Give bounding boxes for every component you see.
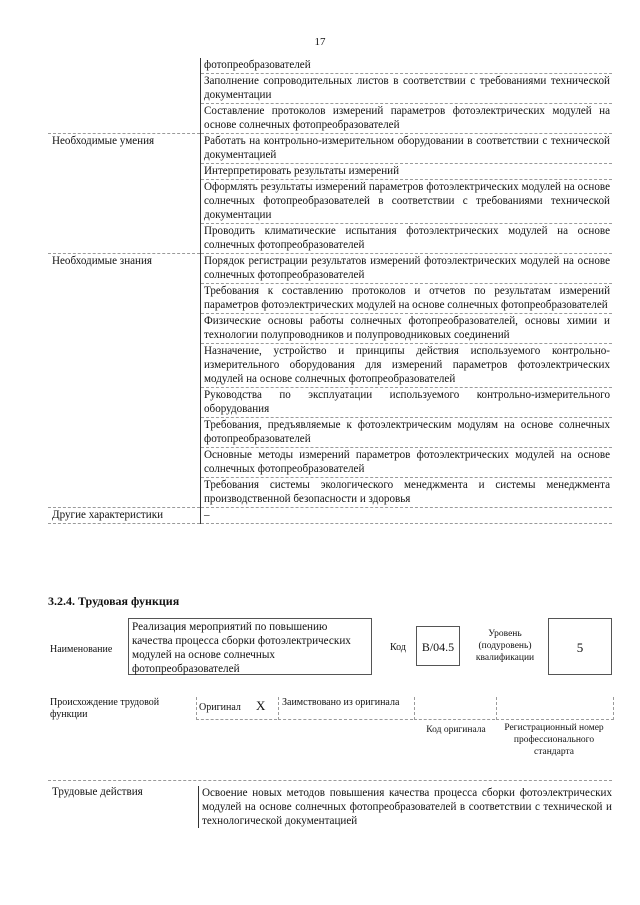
reg-number-cell [496, 697, 614, 720]
competency-group-label [48, 314, 201, 344]
competency-row [48, 104, 612, 134]
competency-group-label [48, 418, 201, 448]
competency-text: Руководства по эксплуатации используемого контрольно-измерительного оборудования [201, 388, 613, 418]
page-number: 17 [314, 36, 326, 48]
competency-row [48, 478, 612, 508]
competency-text: Назначение, устройство и принципы действия используемого контрольно-измерительного оборудования для измерений параметров фотоэлектрических модулей на основе солнечных фотопреобразователей [201, 344, 613, 388]
competency-text: Интерпретировать результаты измерений [201, 164, 613, 180]
competency-group-label [48, 58, 201, 74]
competency-row [48, 180, 612, 224]
competency-group-label [48, 74, 201, 104]
function-name: Реализация мероприятий по повышению качества процесса сборки фотоэлектрических модулей на основе солнечных фотопреобразователей [128, 618, 372, 675]
competency-text: Физические основы работы солнечных фотопреобразователей, основы химии и технологии полупроводников и полупроводниковых соединений [201, 314, 613, 344]
competencies-table [48, 58, 612, 524]
competency-text: Проводить климатические испытания фотоэлектрических модулей на основе солнечных фотопреобразователей [201, 224, 613, 254]
competency-group-label [48, 388, 201, 418]
competency-row [48, 58, 612, 74]
code-original-cell [414, 697, 495, 720]
competency-row [48, 284, 612, 314]
original-label: Оригинал [199, 702, 241, 713]
competency-row [48, 388, 612, 418]
competency-row [48, 418, 612, 448]
competency-group-label [48, 180, 201, 224]
competency-text: Работать на контрольно-измерительном оборудовании в соответствии с технической документацией [201, 134, 613, 164]
competency-text: Требования, предъявляемые к фотоэлектрическим модулям на основе солнечных фотопреобразователей [201, 418, 613, 448]
competency-group-label [48, 104, 201, 134]
original-mark: X [256, 698, 266, 713]
name-label: Наименование [50, 644, 113, 655]
competency-text: Требования системы экологического менеджмента и системы менеджмента производственной безопасности и здоровья [201, 478, 613, 508]
borrowed-label: Заимствовано из оригинала [282, 697, 400, 708]
competency-row [48, 508, 612, 524]
competency-text: Оформлять результаты измерений параметров фотоэлектрических модулей на основе солнечных фотопреобразователей в соответствии с требованиями технической документации [201, 180, 613, 224]
competency-row [48, 134, 612, 164]
level-label: Уровень (подуровень) квалификации [475, 629, 535, 663]
competency-text: Требования к составлению протоколов и отчетов по результатам измерений параметров фотоэлектрических модулей на основе солнечных фотопреобразователей [201, 284, 613, 314]
code-original-label: Код оригинала [426, 725, 486, 735]
competency-group-label: Необходимые знания [52, 255, 153, 267]
origin-label: Происхождение трудовой функции [50, 697, 160, 720]
competency-text: Заполнение сопроводительных листов в соответствии с требованиями технической документации [201, 74, 613, 104]
labor-actions-label: Трудовые действия [52, 786, 143, 798]
competency-text: – [201, 508, 613, 524]
competency-row [48, 164, 612, 180]
competency-row [48, 344, 612, 388]
competency-group-label: Необходимые умения [52, 135, 155, 147]
competency-row [48, 314, 612, 344]
competency-text: Составление протоколов измерений параметров фотоэлектрических модулей на основе солнечных фотопреобразователей [201, 104, 613, 134]
competency-group-label [48, 224, 201, 254]
competency-text: фотопреобразователей [201, 58, 613, 74]
competency-group-label [48, 164, 201, 180]
competency-group-label [48, 448, 201, 478]
reg-number-label: Регистрационный номер профессионального стандарта [504, 723, 604, 757]
competency-group-label: Другие характеристики [48, 508, 201, 524]
competency-row [48, 224, 612, 254]
competency-row [48, 448, 612, 478]
labor-actions-text: Освоение новых методов повышения качества процесса сборки фотоэлектрических модулей на основе солнечных фотопреобразователей в соответствии с технической и технологической документацией [198, 786, 612, 828]
competency-group-label [48, 344, 201, 388]
competency-group-label [48, 478, 201, 508]
competency-text: Порядок регистрации результатов измерений фотоэлектрических модулей на основе солнечных фотопреобразователей [201, 254, 613, 284]
code-label: Код [390, 642, 406, 653]
divider [48, 780, 612, 781]
competency-row [48, 74, 612, 104]
level-value: 5 [548, 618, 612, 675]
section-title: 3.2.4. Трудовая функция [48, 594, 180, 608]
competency-text: Основные методы измерений параметров фотоэлектрических модулей на основе солнечных фотопреобразователей [201, 448, 613, 478]
competency-group-label [48, 284, 201, 314]
code-value: B/04.5 [416, 626, 460, 666]
competency-row [48, 254, 612, 284]
